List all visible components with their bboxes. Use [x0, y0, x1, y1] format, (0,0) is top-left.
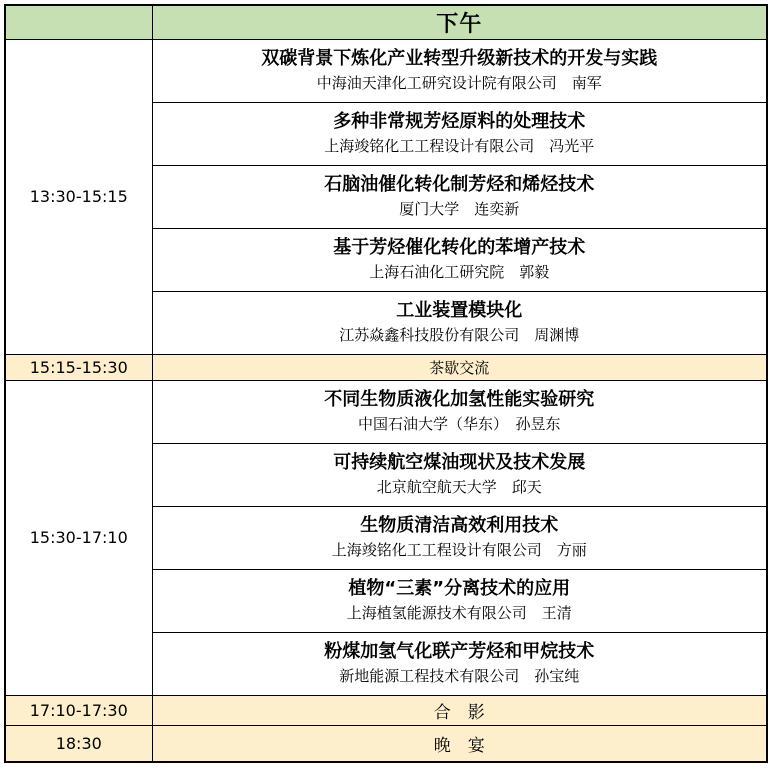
- time-cell-block-1: 13:30-15:15: [5, 39, 152, 354]
- session-title: 植物“三素”分离技术的应用: [348, 577, 571, 599]
- session-cell: [152, 291, 767, 354]
- session-speaker: 上海竣铭化工工程设计有限公司 方丽: [331, 540, 587, 559]
- session-speaker: 厦门大学 连奕新: [399, 199, 520, 218]
- session-cell: [152, 443, 767, 506]
- session-title: 可持续航空煤油现状及技术发展: [333, 451, 586, 473]
- break-label: 茶歇交流: [152, 354, 767, 380]
- session-cell: [152, 569, 767, 632]
- afternoon-agenda-table: [4, 4, 768, 763]
- session-cell: [152, 165, 767, 228]
- session-title: 不同生物质液化加氢性能实验研究: [324, 388, 595, 410]
- session-cell: [152, 506, 767, 569]
- session-speaker: 上海石油化工研究院 郭毅: [369, 262, 550, 281]
- session-cell: [152, 102, 767, 165]
- session-title: 双碳背景下炼化产业转型升级新技术的开发与实践: [261, 47, 658, 69]
- session-cell: [152, 39, 767, 102]
- time-cell-break: 15:15-15:30: [5, 354, 152, 380]
- header-title: 下午: [152, 5, 767, 39]
- session-cell: [152, 228, 767, 291]
- session-speaker: 上海植氢能源技术有限公司 王清: [346, 603, 572, 622]
- session-title: 多种非常规芳烃原料的处理技术: [333, 110, 586, 132]
- session-speaker: 上海竣铭化工工程设计有限公司 冯光平: [324, 136, 595, 155]
- session-speaker: 江苏焱鑫科技股份有限公司 周渊博: [339, 325, 580, 344]
- time-cell-photo: 17:10-17:30: [5, 695, 152, 725]
- session-title: 工业装置模块化: [396, 299, 523, 321]
- time-cell-block-2: 15:30-17:10: [5, 380, 152, 695]
- session-title: 粉煤加氢气化联产芳烃和甲烷技术: [324, 640, 595, 662]
- session-title: 生物质清洁高效利用技术: [360, 514, 559, 536]
- header-empty-cell: [5, 5, 152, 39]
- banquet-label: 晚 宴: [152, 725, 767, 762]
- session-speaker: 北京航空航天大学 邱天: [376, 477, 542, 496]
- session-speaker: 中海油天津化工研究设计院有限公司 南军: [316, 73, 602, 92]
- session-speaker: 中国石油大学（华东） 孙昱东: [357, 414, 561, 433]
- time-cell-banquet: 18:30: [5, 725, 152, 762]
- session-title: 基于芳烃催化转化的苯增产技术: [333, 236, 586, 258]
- group-photo-label: 合 影: [152, 695, 767, 725]
- session-cell: [152, 632, 767, 695]
- session-cell: [152, 380, 767, 443]
- session-speaker: 新地能源工程技术有限公司 孙宝纯: [339, 666, 580, 685]
- session-title: 石脑油催化转化制芳烃和烯烃技术: [324, 173, 595, 195]
